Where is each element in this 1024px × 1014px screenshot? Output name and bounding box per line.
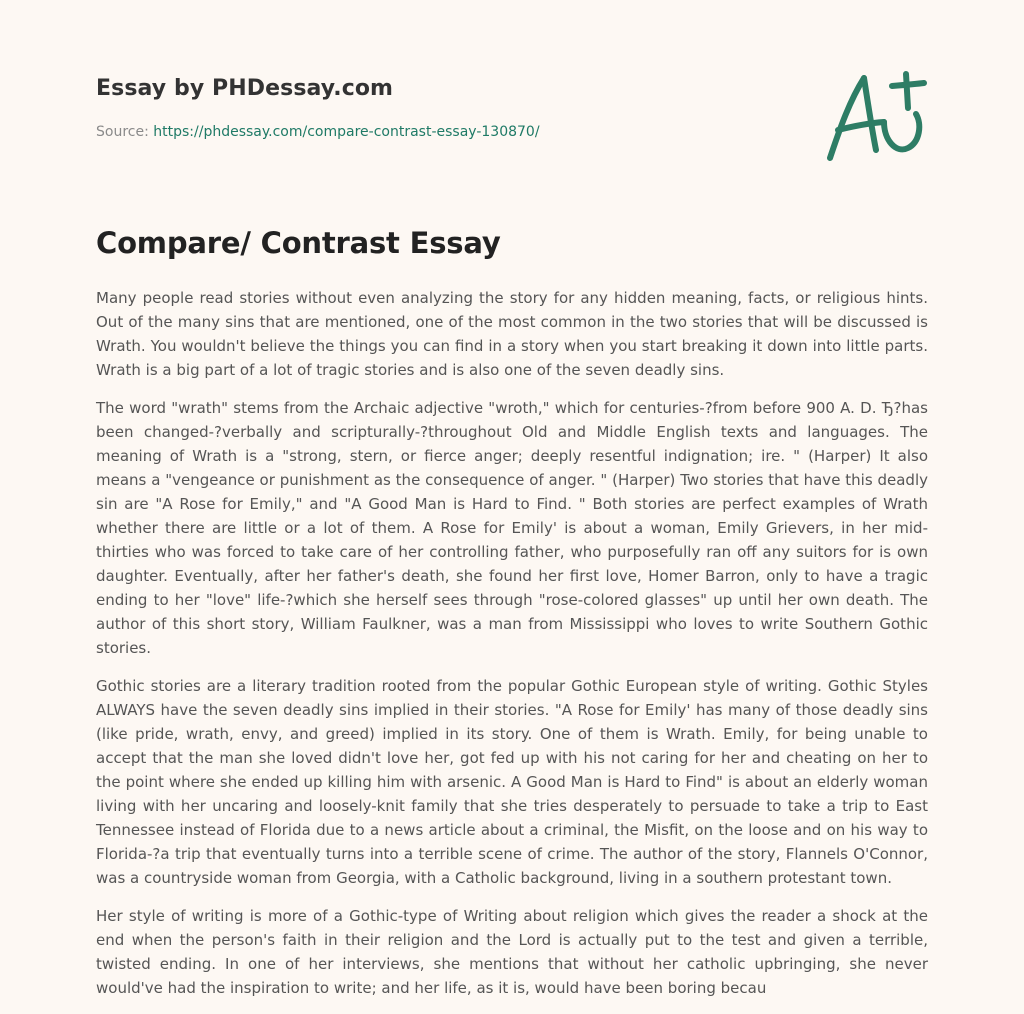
- essay-paragraph: Gothic stories are a literary tradition rooted from the popular Gothic European style of writing. Gothic Styles ALWAYS have the seven deadly sins implied in their stories. "A Rose for Emily' has many of those deadly sins (like pride, wrath, envy, and greed) implied in its story. One of them is Wrath. Emily, for being unable to accept that the man she loved didn't love her, got fed up with his not caring for her and cheating on her to the point where she ended up killing him with arsenic. A Good Man is Hard to Find" is about an elderly woman living with her uncaring and loosely-knit family that she tries desperately to persuade to take a trip to East Tennessee instead of Florida due to a news article about a criminal, the Misfit, on the loose and on his way to Florida-?a trip that eventually turns into a terrible scene of crime. The author of the story, Flannels O'Connor, was a countryside woman from Georgia, with a Catholic background, living in a southern protestant town.: [96, 677, 928, 887]
- source-label: Source:: [96, 124, 154, 140]
- source-link[interactable]: https://phdessay.com/compare-contrast-essay-130870/: [153, 124, 540, 140]
- source-line: [96, 124, 540, 140]
- essay-body: [96, 286, 928, 1014]
- essay-paragraph: The word "wrath" stems from the Archaic adjective "wroth," which for centuries-?from before 900 A. D. Ђ?has been changed-?verbally and scripturally-?throughout Old and Middle English texts and languages. The meaning of Wrath is a "strong, stern, or fierce anger; deeply resentful indignation; ire. " (Harper) It also means a "vengeance or punishment as the consequence of anger. " (Harper) Two stories that have this deadly sin are "A Rose for Emily," and "A Good Man is Hard to Find. " Both stories are perfect examples of Wrath whether there are little or a lot of them. A Rose for Emily' is about a woman, Emily Grievers, in her mid-thirties who was forced to take care of her controlling father, who purposefully ran off any suitors for is own daughter. Eventually, after her father's death, she found her first love, Homer Barron, only to have a tragic ending to her "love" life-?which she herself sees through "rose-colored glasses" up until her own death. The author of this short story, William Faulkner, was a man from Mississippi who loves to write Southern Gothic stories.: [96, 399, 928, 657]
- essay-title: Compare/ Contrast Essay: [96, 226, 501, 260]
- essay-paragraph: Her style of writing is more of a Gothic-type of Writing about religion which gives the reader a shock at the end when the person's faith in their religion and the Lord is actually put to the test and given a terrible, twisted ending. In one of her interviews, she mentions that without her catholic upbringing, she never would've had the inspiration to write; and her life, as it is, would have been boring becau: [96, 907, 928, 997]
- site-brand: Essay by PHDessay.com: [96, 76, 394, 101]
- a-plus-grade-icon: [824, 68, 928, 164]
- essay-paragraph: Many people read stories without even analyzing the story for any hidden meaning, facts, or religious hints. Out of the many sins that are mentioned, one of the most common in the two stories that will be discussed is Wrath. You wouldn't believe the things you can find in a story when you start breaking it down into little parts. Wrath is a big part of a lot of tragic stories and is also one of the seven deadly sins.: [96, 289, 928, 379]
